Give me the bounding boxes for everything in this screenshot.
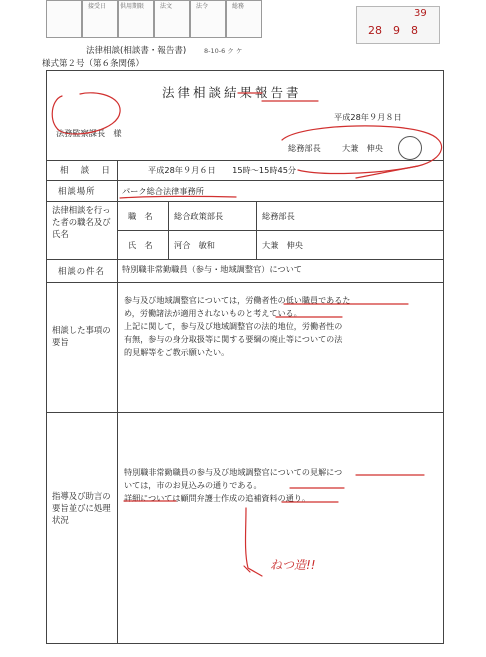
sender-name: 大兼 伸央	[342, 143, 383, 153]
addressee: 法務監察課長 様	[56, 128, 122, 138]
report-title: 法律相談結果報告書	[162, 85, 302, 100]
summary-label: 相談した事項の要旨	[52, 325, 111, 347]
advice-line-3: 詳細については顧問弁護士作成の追補資料の通り。	[124, 493, 310, 503]
summary-line-1: 参与及び地域調整官については，労働者性の低い職員であるた	[124, 295, 351, 305]
summary-line-3: 上記に関して，参与及び地域調整官の法的地位，労働者性の	[124, 321, 343, 331]
subject-value: 特別職非常勤職員（参与・地域調整官）について	[122, 264, 302, 274]
receipt-stamp-number: 39	[414, 8, 427, 19]
doc-type: 法律相談(相談書・報告書)	[86, 46, 187, 56]
subject-label: 相談の件名	[58, 266, 105, 276]
people-label: 法律相談を行った者の職名及び氏名	[52, 205, 111, 239]
summary-line-2: め，労働諸法が適用されないものと考えている。	[124, 308, 302, 318]
stamp-label-2: 供用期限	[120, 3, 145, 10]
stamp-label-3: 法文	[160, 3, 173, 10]
advice-line-2: いては，市のお見込みの通りである。	[124, 480, 262, 490]
stamp-label-5: 総務	[232, 3, 245, 10]
report-date: 平成28年９月８日	[334, 112, 402, 122]
summary-line-5: 的見解等をご教示願いたい。	[124, 347, 230, 357]
consult-date-value: 平成28年９月６日 15時〜15時45分	[148, 165, 297, 175]
sender-title: 総務部長	[288, 143, 321, 153]
requester-name: 大兼 伸央	[262, 240, 303, 250]
summary-line-4: 有無，参与の身分取扱等に関する要綱の廃止等についての法	[124, 334, 343, 344]
consult-place-label: 相談場所	[58, 186, 96, 196]
lawyer-title: 総合政策部長	[174, 211, 224, 221]
stamp-label-1: 接受日	[88, 3, 107, 10]
advice-label: 指導及び助言の要旨並びに処理状況	[52, 491, 111, 525]
consult-date-label: 相 談 日	[60, 165, 112, 175]
advice-line-1: 特別職非常勤職員の参与及び地域調整官についての見解につ	[124, 467, 343, 477]
lawyer-name: 河合 敏和	[174, 240, 215, 250]
consult-place-value: パーク総合法律事務所	[122, 186, 204, 196]
handwritten-note: ねつ造!!	[270, 558, 316, 572]
col-title-header: 職 名	[128, 211, 153, 221]
receipt-stamp-date: 28 9 8	[368, 24, 418, 37]
requester-title: 総務部長	[262, 211, 295, 221]
col-name-header: 氏 名	[128, 240, 153, 250]
stamp-label-4: 法令	[196, 3, 209, 10]
doc-stamp-number: 8-10-6 ク ケ	[204, 47, 243, 55]
form-number: 様式第２号（第６条関係）	[42, 59, 145, 69]
